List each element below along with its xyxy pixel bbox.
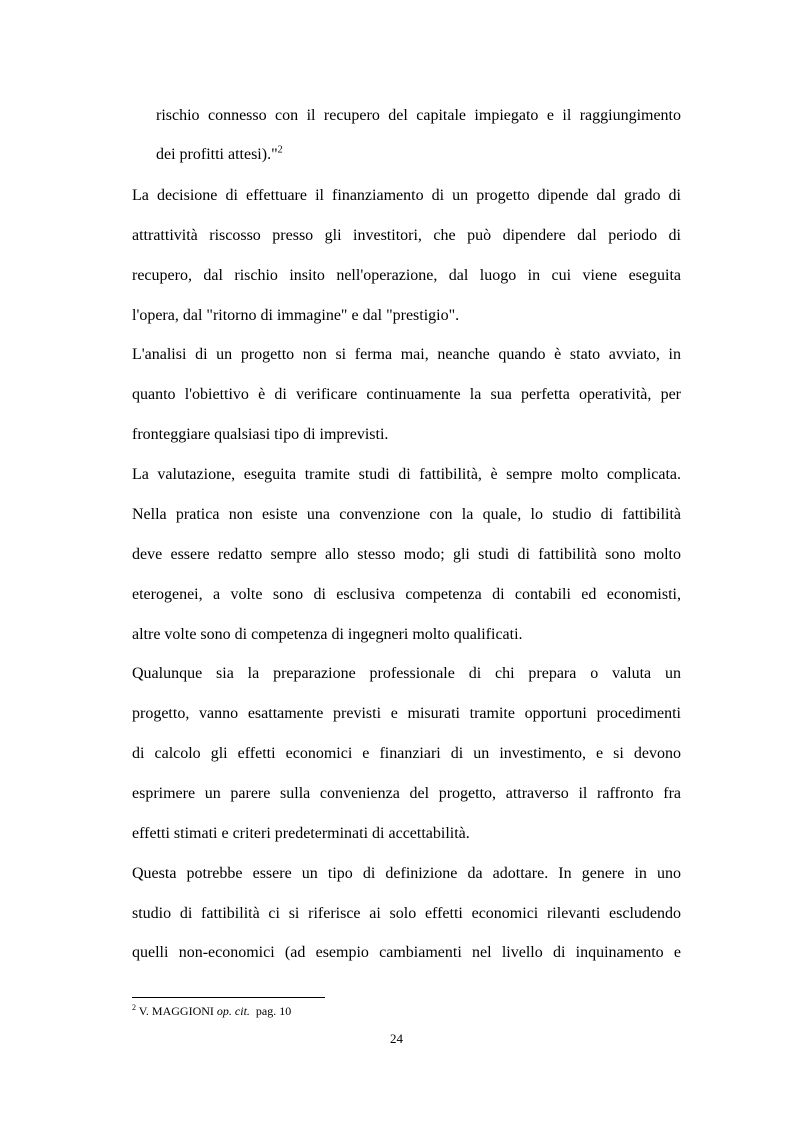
paragraph-line: La valutazione, eseguita tramite studi di fattibilità, è sempre molto complicata. bbox=[132, 466, 681, 483]
paragraph-line: recupero, dal rischio insito nell'operazione, dal luogo in cui viene eseguita bbox=[132, 267, 681, 284]
paragraph-line: di calcolo gli effetti economici e finanziari di un investimento, e si devono bbox=[132, 745, 681, 762]
paragraph-line: L'analisi di un progetto non si ferma mai, neanche quando è stato avviato, in bbox=[132, 346, 681, 363]
paragraph-line: attrattività riscosso presso gli investitori, che può dipendere dal periodo di bbox=[132, 227, 681, 244]
footnote-author: V. MAGGIONI bbox=[138, 1004, 214, 1018]
paragraph-line: Nella pratica non esiste una convenzione con la quale, lo studio di fattibilità bbox=[132, 506, 681, 523]
paragraph-line: quanto l'obiettivo è di verificare continuamente la sua perfetta operatività, per bbox=[132, 386, 681, 403]
paragraph-line: Qualunque sia la preparazione professionale di chi prepara o valuta un bbox=[132, 665, 681, 682]
paragraph-line: Questa potrebbe essere un tipo di definizione da adottare. In genere in uno bbox=[132, 865, 681, 882]
quote-text: dei profitti attesi)." bbox=[156, 146, 278, 163]
paragraph-line: eterogenei, a volte sono di esclusiva competenza di contabili ed economisti, bbox=[132, 586, 681, 603]
quote-line: rischio connesso con il recupero del capitale impiegato e il raggiungimento bbox=[156, 107, 681, 124]
paragraph-line: altre volte sono di competenza di ingegneri molto qualificati. bbox=[132, 626, 523, 643]
page-number: 24 bbox=[390, 1031, 403, 1046]
footnote bbox=[132, 1003, 291, 1019]
paragraph-line: quelli non-economici (ad esempio cambiamenti nel livello di inquinamento e bbox=[132, 944, 681, 961]
footnote-source: op. cit. bbox=[216, 1004, 250, 1018]
paragraph-line: l'opera, dal "ritorno di immagine" e dal "prestigio". bbox=[132, 307, 460, 324]
paragraph-line: fronteggiare qualsiasi tipo di imprevisti. bbox=[132, 426, 389, 443]
paragraph-line: esprimere un parere sulla convenienza del progetto, attraverso il raffronto fra bbox=[132, 785, 681, 802]
paragraph-line: studio di fattibilità ci si riferisce ai solo effetti economici rilevanti escludendo bbox=[132, 905, 681, 922]
footnote-divider bbox=[132, 997, 325, 998]
quote-line-end bbox=[156, 145, 283, 165]
paragraph-line: La decisione di effettuare il finanziamento di un progetto dipende dal grado di bbox=[132, 187, 681, 204]
footnote-page: pag. 10 bbox=[255, 1004, 292, 1018]
footnote-ref[interactable]: 2 bbox=[277, 144, 283, 156]
paragraph-line: effetti stimati e criteri predeterminati di accettabilità. bbox=[132, 825, 470, 842]
paragraph-line: deve essere redatto sempre allo stesso modo; gli studi di fattibilità sono molto bbox=[132, 546, 681, 563]
footnote-number: 2 bbox=[132, 1003, 136, 1012]
paragraph-line: progetto, vanno esattamente previsti e misurati tramite opportuni procedimenti bbox=[132, 705, 681, 722]
